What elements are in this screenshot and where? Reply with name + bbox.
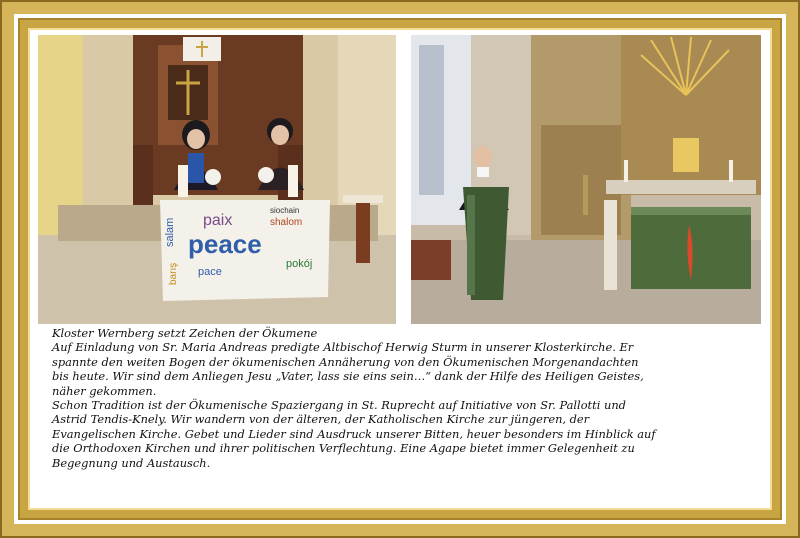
caption-text xyxy=(52,326,772,470)
caption-line: spannte den weiten Bogen der ökumenischen Annäherung von den Ökumenischen Morgenandachten xyxy=(52,354,639,369)
church-interior-illustration xyxy=(411,35,761,324)
banner-word: pace xyxy=(198,266,222,278)
banner-word: peace xyxy=(188,229,262,259)
banner-word: salam xyxy=(164,217,176,247)
caption-heading: Kloster Wernberg setzt Zeichen der Ökumene xyxy=(52,326,318,340)
banner-word: pokój xyxy=(286,258,313,270)
photo-bishop-preaching xyxy=(411,35,761,324)
caption-line: Schon Tradition ist der Ökumenische Spaziergang in St. Ruprecht auf Initiative von Sr. Pallotti und xyxy=(52,398,626,413)
altar-scene-illustration xyxy=(38,35,396,324)
banner-word: barış xyxy=(168,262,179,285)
caption-line: näher gekommen. xyxy=(52,383,157,398)
caption-line: Auf Einladung von Sr. Maria Andreas predigte Altbischof Herwig Sturm in unserer Klosterkirche. Er xyxy=(52,340,634,355)
caption-line: Begegnung und Austausch. xyxy=(52,455,211,470)
caption-line: bis heute. Wir sind dem Anliegen Jesu „Vater, lass sie eins sein…“ dank der Hilfe des Heiligen Geistes, xyxy=(52,369,644,384)
banner-word: shalom xyxy=(270,217,303,228)
photo-altar-with-peace-banner xyxy=(38,35,396,324)
banner-word: paix xyxy=(203,212,233,229)
caption-line: die Orthodoxen Kirchen und ihrer politischen Verflechtung. Eine Agape bietet immer Gelegenheit zu xyxy=(52,441,635,456)
caption-line: Astrid Tendis-Knely. Wir wandern von der älteren, der Katholischen Kirche zur jüngeren, der xyxy=(52,412,590,427)
caption-line: Evangelischen Kirche. Gebet und Lieder sind Ausdruck unserer Bitten, heuer besonders im Hinblick auf xyxy=(52,426,656,441)
banner-word: siochain xyxy=(270,206,300,215)
